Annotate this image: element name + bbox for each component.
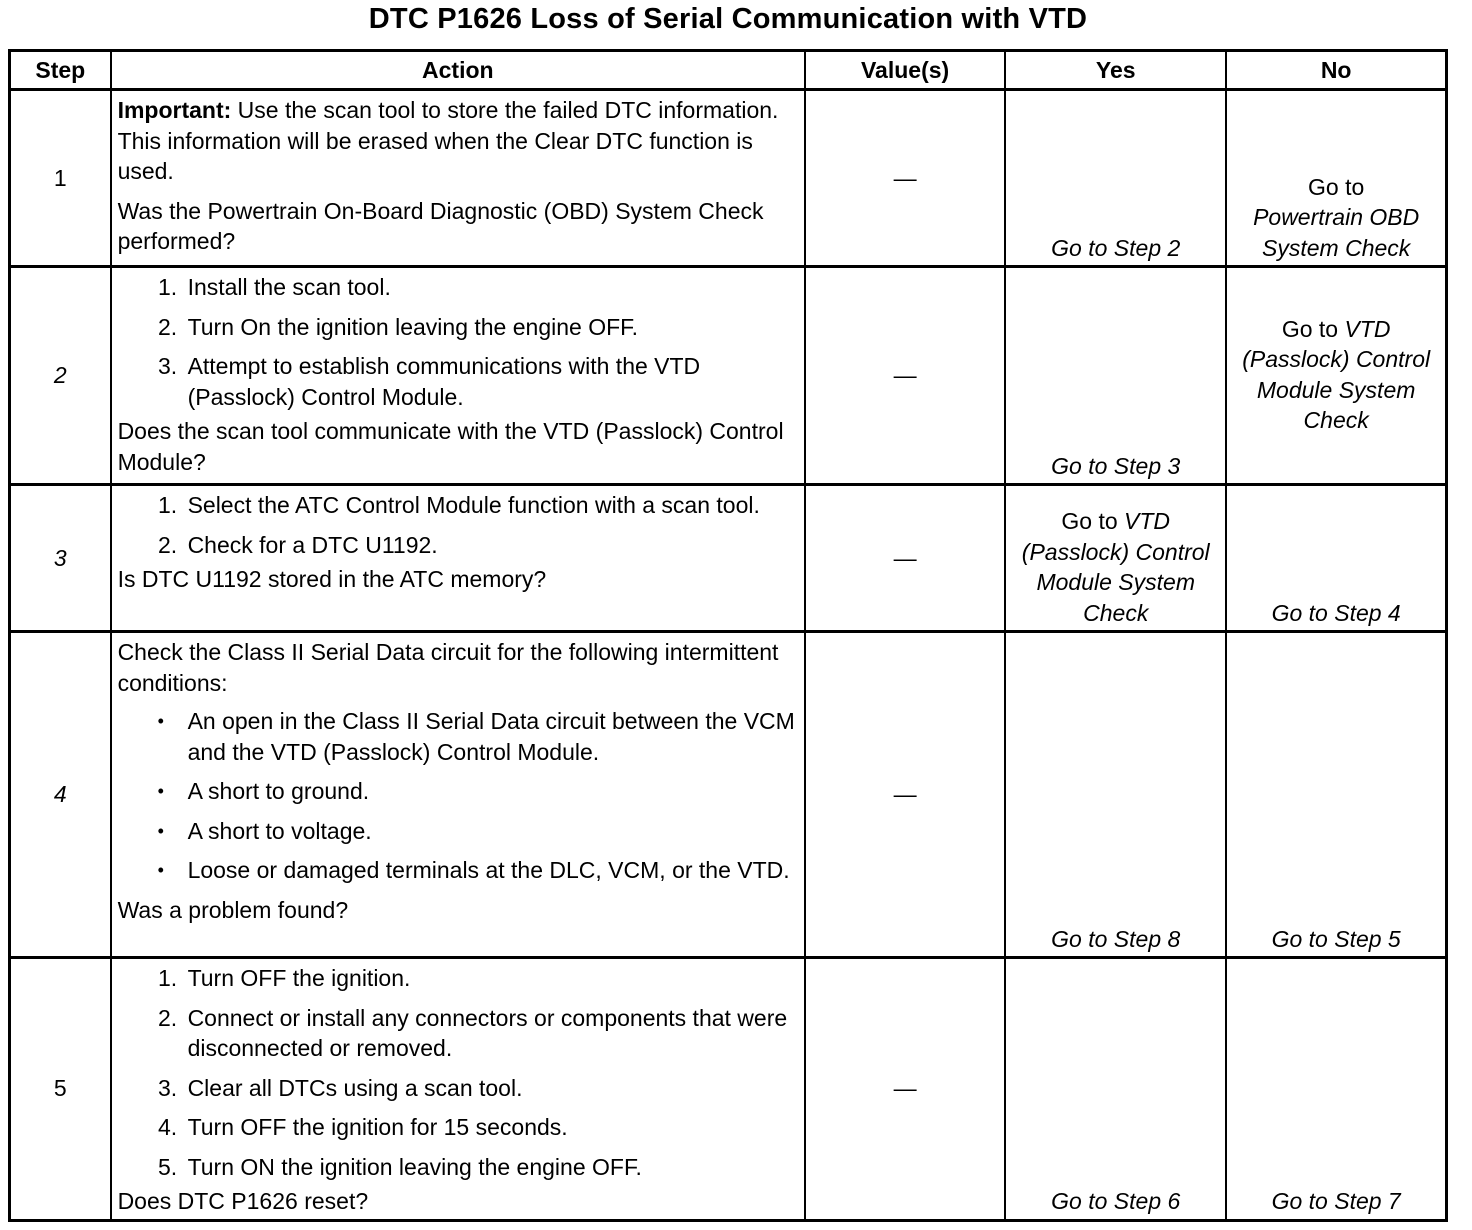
yes-cell — [1005, 485, 1226, 632]
value-cell: — — [805, 632, 1005, 958]
no-prefix: Go to — [1308, 173, 1365, 200]
important-note — [118, 95, 800, 187]
action-step-item: 2. Turn On the ignition leaving the engine OFF. — [184, 312, 800, 343]
action-step-item: 2. Connect or install any connectors or components that were disconnected or removed. — [184, 1003, 800, 1064]
yes-link[interactable]: Go to Step 6 — [1005, 958, 1226, 1221]
diagnostic-table — [8, 49, 1448, 1222]
action-step-item: 1. Install the scan tool. — [184, 272, 800, 303]
action-cell — [111, 632, 805, 958]
yes-link[interactable]: Go to Step 8 — [1005, 632, 1226, 958]
table-row-step-5 — [10, 958, 1447, 1221]
no-link[interactable]: Go to Step 4 — [1226, 485, 1446, 632]
important-text: Use the scan tool to store the failed DTC information. This information will be erased when the Clear DTC function is used. — [117, 97, 779, 184]
action-step-item: 3. Clear all DTCs using a scan tool. — [184, 1073, 800, 1104]
step-number: 3 — [10, 485, 111, 632]
value-cell: — — [805, 267, 1005, 485]
condition-item: • An open in the Class II Serial Data circuit between the VCM and the VTD (Passlock) Control Module. — [184, 706, 800, 767]
yes-prefix: Go to — [1061, 508, 1125, 534]
header-values: Value(s) — [805, 51, 1005, 90]
action-cell — [111, 267, 805, 485]
header-action: Action — [111, 51, 805, 90]
action-step-item: 2. Check for a DTC U1192. — [184, 530, 800, 561]
document-title: DTC P1626 Loss of Serial Communication with VTD — [368, 3, 1088, 35]
table-row-step-1 — [10, 90, 1447, 267]
action-cell — [111, 485, 805, 632]
no-prefix: Go to — [1281, 315, 1345, 342]
step-question: Is DTC U1192 stored in the ATC memory? — [117, 566, 547, 592]
action-cell — [111, 90, 805, 267]
step-question: Does DTC P1626 reset? — [117, 1188, 369, 1214]
no-link[interactable]: Go to Step 7 — [1226, 958, 1446, 1221]
value-cell: — — [805, 485, 1005, 632]
action-step-item: 1. Select the ATC Control Module function with a scan tool. — [184, 490, 800, 521]
header-yes: Yes — [1005, 51, 1226, 90]
action-steps-list — [118, 272, 800, 412]
no-cell — [1226, 90, 1446, 267]
value-cell: — — [805, 90, 1005, 267]
yes-link[interactable]: Go to Step 2 — [1005, 90, 1226, 267]
important-label: Important: — [117, 97, 232, 123]
step-number: 5 — [10, 958, 111, 1221]
condition-item: • A short to voltage. — [184, 816, 800, 847]
step-number: 1 — [10, 90, 111, 267]
action-step-item: 3. Attempt to establish communications with the VTD (Passlock) Control Module. — [184, 351, 800, 412]
action-cell — [111, 958, 805, 1221]
step-intro: Check the Class II Serial Data circuit for the following intermittent conditions: — [117, 639, 779, 696]
condition-item: • A short to ground. — [184, 776, 800, 807]
step-question: Does the scan tool communicate with the VTD (Passlock) Control Module? — [117, 418, 784, 475]
yes-link[interactable]: VTD (Passlock) Control Module System Check — [1021, 508, 1210, 626]
no-link[interactable]: Powertrain OBD System Check — [1253, 204, 1420, 261]
action-steps-list — [118, 963, 800, 1182]
table-row-step-4 — [10, 632, 1447, 958]
header-no: No — [1226, 51, 1446, 90]
step-number: 4 — [10, 632, 111, 958]
header-step: Step — [10, 51, 111, 90]
condition-item: • Loose or damaged terminals at the DLC, VCM, or the VTD. — [184, 855, 800, 886]
step-question: Was the Powertrain On-Board Diagnostic (OBD) System Check performed? — [117, 197, 764, 254]
step-number: 2 — [10, 267, 111, 485]
action-step-item: 4. Turn OFF the ignition for 15 seconds. — [184, 1112, 800, 1143]
action-step-item: 5. Turn ON the ignition leaving the engine OFF. — [184, 1152, 800, 1183]
step-question: Was a problem found? — [117, 896, 349, 923]
yes-link[interactable]: Go to Step 3 — [1005, 267, 1226, 485]
table-header-row — [10, 51, 1447, 90]
value-cell: — — [805, 958, 1005, 1221]
no-cell — [1226, 267, 1446, 485]
no-link[interactable]: VTD (Passlock) Control Module System Check — [1242, 315, 1431, 433]
table-row-step-3 — [10, 485, 1447, 632]
condition-list — [118, 706, 800, 886]
no-link[interactable]: Go to Step 5 — [1226, 632, 1446, 958]
action-step-item: 1. Turn OFF the ignition. — [184, 963, 800, 994]
action-steps-list — [118, 490, 800, 560]
table-row-step-2 — [10, 267, 1447, 485]
